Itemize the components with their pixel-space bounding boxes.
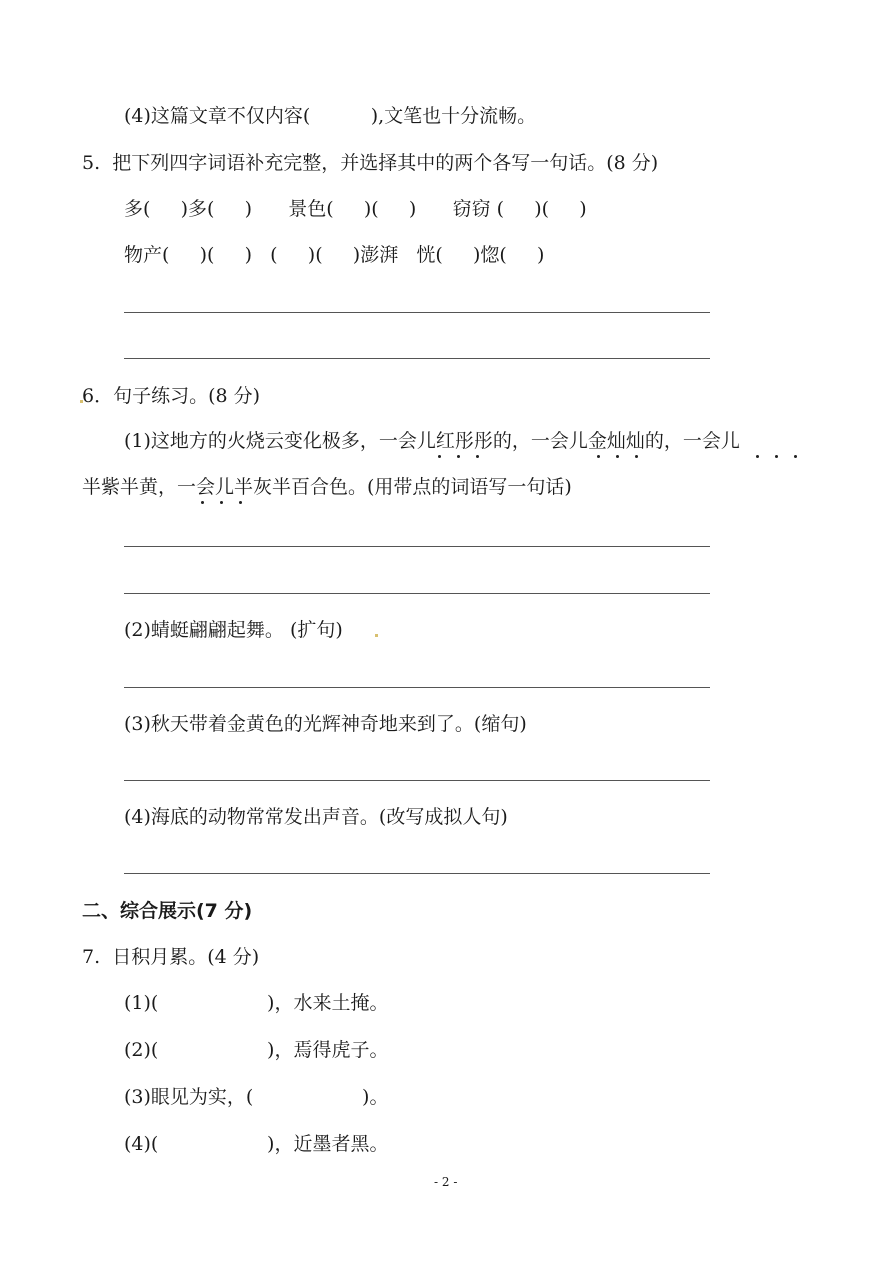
- q6-sentence-1-line-1: (1)这地方的火烧云变化极多，一会儿红彤彤的，一会儿金灿灿的，一会儿: [124, 430, 740, 452]
- q6-sentence-3: (3)秋天带着金黄色的光辉神奇地来到了。(缩句): [124, 713, 527, 735]
- q6-1-answer-line-1[interactable]: [124, 546, 710, 547]
- q6-sentence-4: (4)海底的动物常常发出声音。(改写成拟人句): [124, 806, 508, 828]
- q6-2-answer-line[interactable]: [124, 687, 710, 688]
- emphasis-dot: [220, 501, 223, 504]
- scan-artifact-mark: [375, 634, 378, 637]
- q7-item-3: (3)眼见为实，( )。: [124, 1086, 389, 1108]
- q7-item-4: (4)( )，近墨者黑。: [124, 1133, 389, 1155]
- q6-4-answer-line[interactable]: [124, 873, 710, 874]
- q6-3-answer-line[interactable]: [124, 780, 710, 781]
- page-number: - 2 -: [434, 1175, 458, 1189]
- q6-1-answer-line-2[interactable]: [124, 593, 710, 594]
- q7-item-1: (1)( )，水来土掩。: [124, 992, 389, 1014]
- q5-answer-line-2[interactable]: [124, 358, 710, 359]
- section-2-heading: 二、综合展示(7 分): [82, 900, 253, 922]
- q6-title: 6．句子练习。(8 分): [82, 385, 261, 407]
- q5-title: 5. 把下列四字词语补充完整，并选择其中的两个各写一句话。(8 分): [82, 152, 659, 174]
- emphasis-dot: [775, 455, 778, 458]
- q5-answer-line-1[interactable]: [124, 312, 710, 313]
- q5-row-2: 物产( )( ) ( )( )澎湃 恍( )惚( ): [124, 244, 545, 266]
- emphasis-dot: [635, 455, 638, 458]
- emphasis-dot: [239, 501, 242, 504]
- emphasis-dot: [201, 501, 204, 504]
- emphasis-dot: [597, 455, 600, 458]
- q4-item-4: (4)这篇文章不仅内容( ),文笔也十分流畅。: [124, 105, 537, 127]
- q6-sentence-2: (2)蜻蜓翩翩起舞。 (扩句): [124, 619, 343, 641]
- q7-title: 7. 日积月累。(4 分): [82, 946, 260, 968]
- emphasis-dot: [616, 455, 619, 458]
- q5-row-1: 多( )多( ) 景色( )( ) 窃窃 ( )( ): [124, 198, 587, 220]
- q7-item-2: (2)( )，焉得虎子。: [124, 1039, 389, 1061]
- emphasis-dot: [476, 455, 479, 458]
- q6-sentence-1-line-2: 半紫半黄，一会儿半灰半百合色。(用带点的词语写一句话): [82, 476, 572, 498]
- emphasis-dot: [756, 455, 759, 458]
- emphasis-dot: [794, 455, 797, 458]
- emphasis-dot: [438, 455, 441, 458]
- emphasis-dot: [457, 455, 460, 458]
